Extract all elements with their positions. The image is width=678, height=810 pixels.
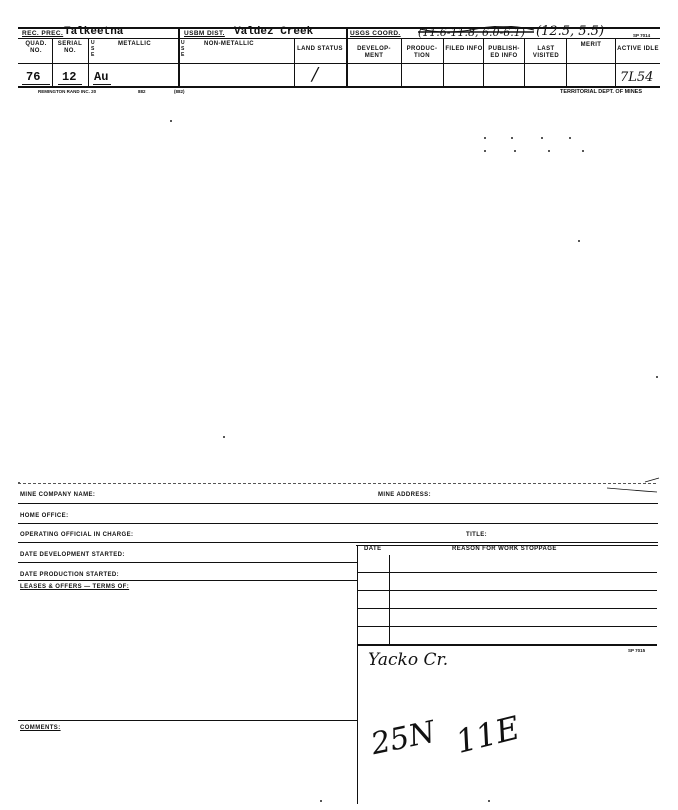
col-last-visited: LAST VISITED bbox=[532, 46, 560, 59]
usbm-dist-label: USBM DIST. bbox=[184, 30, 225, 37]
col-use-metallic: U S E bbox=[91, 40, 96, 58]
title-label: TITLE: bbox=[466, 532, 488, 538]
printer-code-1: 882 bbox=[138, 89, 146, 94]
col-published-info: PUBLISH- ED INFO bbox=[488, 46, 520, 59]
date-development-started-label: DATE DEVELOPMENT STARTED: bbox=[20, 552, 125, 558]
col-production: PRODUC- TION bbox=[406, 46, 438, 59]
handwritten-creek-name: Yacko Cr. bbox=[368, 650, 449, 670]
col-development: DEVELOP- MENT bbox=[357, 46, 391, 59]
col-quad-no: QUAD. NO. bbox=[25, 41, 47, 54]
metallic-value: Au bbox=[94, 70, 109, 84]
col-active-idle: ACTIVE IDLE bbox=[617, 46, 659, 52]
territorial-dept: TERRITORIAL DEPT. OF MINES bbox=[560, 89, 642, 95]
pen-stroke bbox=[605, 476, 660, 494]
usgs-coord-label: USGS COORD. bbox=[350, 30, 401, 37]
home-office-label: HOME OFFICE: bbox=[20, 513, 69, 519]
printer-imprint: REMINGTON RAND INC. 20 bbox=[38, 89, 97, 94]
col-serial-no: SERIAL NO. bbox=[57, 41, 83, 54]
mine-company-name-label: MINE COMPANY NAME: bbox=[20, 492, 96, 498]
comments-label: COMMENTS: bbox=[20, 725, 61, 731]
col-land-status: LAND STATUS bbox=[297, 46, 343, 52]
col-merit: MERIT bbox=[580, 42, 602, 48]
col-filed-info: FILED INFO bbox=[445, 46, 483, 52]
reason-column-header: REASON FOR WORK STOPPAGE bbox=[452, 546, 557, 552]
printer-code-2: (882) bbox=[174, 89, 185, 94]
usgs-coord-value: (12.5, 5.5) bbox=[536, 24, 605, 39]
handwritten-township: 25N bbox=[368, 714, 439, 763]
usbm-dist-value: Valdez Creek bbox=[234, 26, 314, 38]
rec-prec-label: REC. PREC. bbox=[22, 30, 64, 37]
serial-no-value: 12 bbox=[62, 70, 77, 84]
date-column-header: DATE bbox=[364, 546, 382, 552]
mine-address-label: MINE ADDRESS: bbox=[378, 492, 431, 498]
col-use-nonmetallic: U S E bbox=[181, 40, 186, 58]
active-idle-value: 7L54 bbox=[620, 70, 654, 85]
col-metallic: METALLIC bbox=[118, 41, 152, 47]
form-code-2: SP 7015 bbox=[628, 648, 646, 653]
date-production-started-label: DATE PRODUCTION STARTED: bbox=[20, 572, 120, 578]
handwritten-range: 11E bbox=[452, 708, 524, 761]
leases-offers-label: LEASES & OFFERS — TERMS OF: bbox=[20, 584, 130, 590]
operating-official-label: OPERATING OFFICIAL IN CHARGE: bbox=[20, 532, 134, 538]
svg-text:(11.6-11.8, 6.0-6.1): (11.6-11.8, 6.0-6.1) bbox=[418, 26, 525, 38]
crossed-out-coordinates bbox=[416, 26, 536, 38]
rec-prec-value: Talkeetna bbox=[64, 26, 124, 38]
form-code: SP 7014 bbox=[633, 33, 651, 38]
quad-no-value: 76 bbox=[26, 70, 41, 84]
col-non-metallic: NON-METALLIC bbox=[204, 41, 255, 47]
land-status-value: / bbox=[312, 64, 319, 85]
